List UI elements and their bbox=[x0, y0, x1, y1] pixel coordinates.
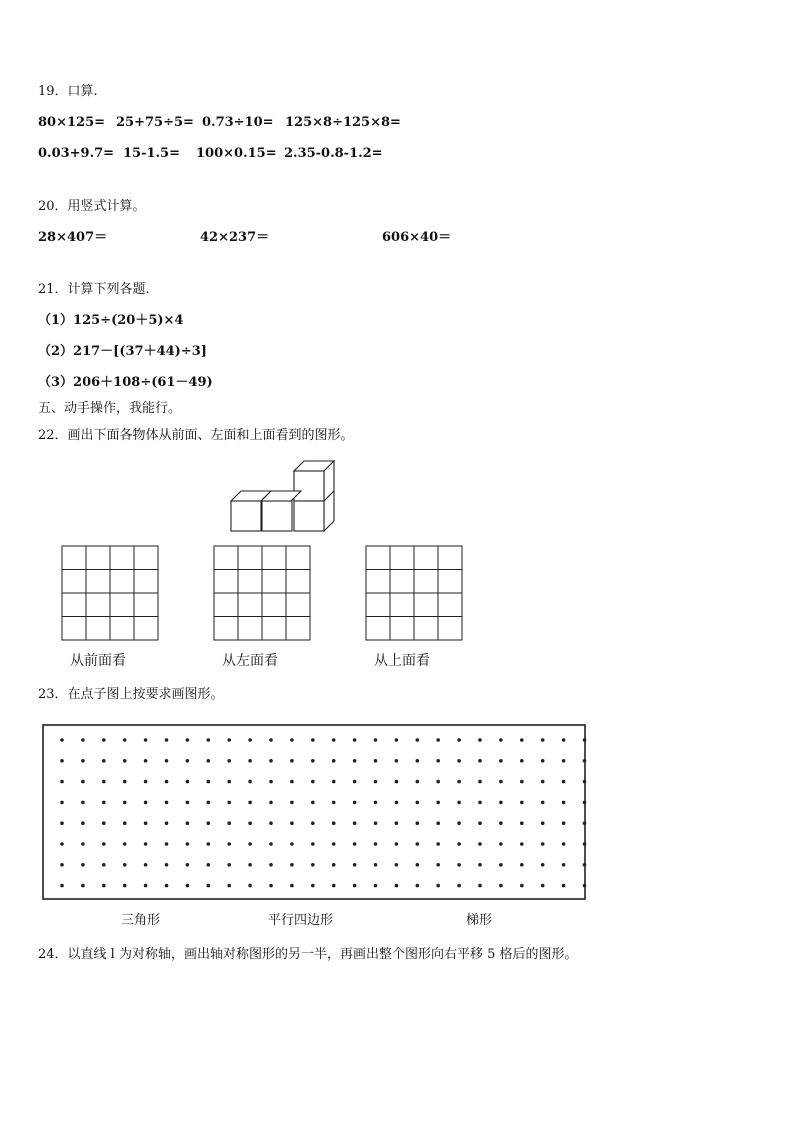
grid-dot[interactable] bbox=[311, 738, 315, 742]
grid-dot[interactable] bbox=[416, 759, 420, 763]
grid-dot[interactable] bbox=[123, 780, 127, 784]
grid-dot[interactable] bbox=[416, 821, 420, 825]
grid-dot[interactable] bbox=[457, 759, 461, 763]
grid-dot[interactable] bbox=[457, 801, 461, 805]
grid-dot[interactable] bbox=[311, 801, 315, 805]
grid-dot[interactable] bbox=[269, 801, 273, 805]
grid-dot[interactable] bbox=[436, 738, 440, 742]
grid-dot[interactable] bbox=[207, 780, 211, 784]
grid-dot[interactable] bbox=[248, 842, 252, 846]
grid-dot[interactable] bbox=[311, 842, 315, 846]
q24-title: 24．以直线 l 为对称轴，画出轴对称图形的另一半，再画出整个图形向右平移 5 格后的图形。 bbox=[38, 947, 578, 962]
grid-dot[interactable] bbox=[416, 842, 420, 846]
grid-dot[interactable] bbox=[227, 884, 231, 888]
grid-dot[interactable] bbox=[520, 863, 524, 867]
grid-dot[interactable] bbox=[81, 863, 85, 867]
grid-dot[interactable] bbox=[248, 780, 252, 784]
grid-dot[interactable] bbox=[395, 780, 399, 784]
grid-dot[interactable] bbox=[562, 780, 566, 784]
grid-dot[interactable] bbox=[144, 884, 148, 888]
grid-dot[interactable] bbox=[353, 842, 357, 846]
grid-dot[interactable] bbox=[562, 842, 566, 846]
grid-dot[interactable] bbox=[102, 884, 106, 888]
grid-dot[interactable] bbox=[583, 780, 587, 784]
grid-top-view[interactable] bbox=[366, 546, 462, 640]
grid-dot[interactable] bbox=[374, 821, 378, 825]
grid-dot[interactable] bbox=[81, 801, 85, 805]
grid-dot[interactable] bbox=[416, 863, 420, 867]
grid-dot[interactable] bbox=[583, 863, 587, 867]
grid-dot[interactable] bbox=[102, 780, 106, 784]
grid-dot[interactable] bbox=[478, 842, 482, 846]
grid-dot[interactable] bbox=[102, 842, 106, 846]
grid-dot[interactable] bbox=[81, 842, 85, 846]
grid-dot[interactable] bbox=[227, 738, 231, 742]
grid-dot[interactable] bbox=[144, 842, 148, 846]
grid-dot[interactable] bbox=[290, 759, 294, 763]
grid-dot[interactable] bbox=[353, 884, 357, 888]
grid-dot[interactable] bbox=[499, 842, 503, 846]
grid-dot[interactable] bbox=[227, 863, 231, 867]
grid-dot[interactable] bbox=[186, 738, 190, 742]
grid-dot[interactable] bbox=[123, 801, 127, 805]
grid-dot[interactable] bbox=[332, 842, 336, 846]
grid-dot[interactable] bbox=[123, 759, 127, 763]
grid-dot[interactable] bbox=[269, 780, 273, 784]
grid-dot[interactable] bbox=[60, 759, 64, 763]
grid-dot[interactable] bbox=[269, 821, 273, 825]
grid-dot[interactable] bbox=[248, 821, 252, 825]
grid-dot[interactable] bbox=[416, 738, 420, 742]
grid-dot[interactable] bbox=[123, 821, 127, 825]
grid-dot[interactable] bbox=[457, 863, 461, 867]
grid-dot[interactable] bbox=[81, 738, 85, 742]
grid-dot[interactable] bbox=[583, 842, 587, 846]
grid-dot[interactable] bbox=[290, 884, 294, 888]
grid-dot[interactable] bbox=[81, 780, 85, 784]
grid-dot[interactable] bbox=[478, 863, 482, 867]
grid-dot[interactable] bbox=[60, 801, 64, 805]
grid-dot[interactable] bbox=[478, 801, 482, 805]
grid-dot[interactable] bbox=[541, 821, 545, 825]
grid-dot[interactable] bbox=[416, 801, 420, 805]
grid-dot[interactable] bbox=[374, 780, 378, 784]
grid-dot[interactable] bbox=[436, 821, 440, 825]
grid-dot[interactable] bbox=[165, 863, 169, 867]
grid-dot[interactable] bbox=[353, 801, 357, 805]
grid-dot[interactable] bbox=[416, 884, 420, 888]
grid-dot[interactable] bbox=[269, 863, 273, 867]
grid-dot[interactable] bbox=[583, 759, 587, 763]
grid-dot[interactable] bbox=[332, 821, 336, 825]
grid-dot[interactable] bbox=[290, 821, 294, 825]
grid-dot[interactable] bbox=[353, 863, 357, 867]
grid-dot[interactable] bbox=[541, 759, 545, 763]
grid-dot[interactable] bbox=[499, 759, 503, 763]
grid-dot[interactable] bbox=[290, 780, 294, 784]
grid-dot[interactable] bbox=[207, 738, 211, 742]
grid-dot[interactable] bbox=[269, 759, 273, 763]
grid-dot[interactable] bbox=[541, 738, 545, 742]
grid-dot[interactable] bbox=[60, 780, 64, 784]
grid-dot[interactable] bbox=[123, 738, 127, 742]
grid-dot[interactable] bbox=[374, 801, 378, 805]
q20-expr-1: 28×407＝ bbox=[38, 230, 108, 245]
grid-dot[interactable] bbox=[562, 821, 566, 825]
grid-dot[interactable] bbox=[436, 863, 440, 867]
grid-dot[interactable] bbox=[248, 884, 252, 888]
grid-dot[interactable] bbox=[457, 780, 461, 784]
grid-dot[interactable] bbox=[81, 759, 85, 763]
grid-dot[interactable] bbox=[541, 884, 545, 888]
grid-dot[interactable] bbox=[60, 884, 64, 888]
grid-dot[interactable] bbox=[102, 821, 106, 825]
grid-dot[interactable] bbox=[541, 780, 545, 784]
grid-dot[interactable] bbox=[499, 863, 503, 867]
q20-expr-3: 606×40＝ bbox=[382, 230, 452, 245]
grid-dot[interactable] bbox=[165, 884, 169, 888]
grid-dot[interactable] bbox=[374, 863, 378, 867]
grid-dot[interactable] bbox=[436, 759, 440, 763]
grid-dot[interactable] bbox=[186, 821, 190, 825]
q20-expr-2: 42×237＝ bbox=[200, 230, 270, 245]
grid-dot[interactable] bbox=[207, 801, 211, 805]
grid-dot[interactable] bbox=[144, 738, 148, 742]
grid-dot[interactable] bbox=[562, 801, 566, 805]
grid-dot[interactable] bbox=[478, 821, 482, 825]
grid-dot[interactable] bbox=[186, 780, 190, 784]
grid-dot[interactable] bbox=[457, 738, 461, 742]
grid-dot[interactable] bbox=[123, 884, 127, 888]
grid-dot[interactable] bbox=[186, 884, 190, 888]
grid-dot[interactable] bbox=[583, 738, 587, 742]
grid-dot[interactable] bbox=[144, 863, 148, 867]
grid-dot[interactable] bbox=[227, 821, 231, 825]
grid-dot[interactable] bbox=[395, 738, 399, 742]
grid-dot[interactable] bbox=[60, 863, 64, 867]
section-title: 五、动手操作，我能行。 bbox=[38, 401, 182, 416]
grid-dot[interactable] bbox=[207, 842, 211, 846]
q19-expr-7: 100×0.15= bbox=[196, 146, 277, 161]
grid-dot[interactable] bbox=[248, 863, 252, 867]
grid-dot[interactable] bbox=[562, 738, 566, 742]
grid-dot[interactable] bbox=[60, 738, 64, 742]
grid-dot[interactable] bbox=[583, 884, 587, 888]
grid-dot[interactable] bbox=[207, 884, 211, 888]
grid-dot[interactable] bbox=[395, 842, 399, 846]
grid-dot[interactable] bbox=[353, 780, 357, 784]
grid-dot[interactable] bbox=[144, 780, 148, 784]
grid-dot[interactable] bbox=[60, 821, 64, 825]
label-trapezoid: 梯形 bbox=[466, 913, 493, 928]
grid-dot[interactable] bbox=[499, 780, 503, 784]
grid-dot[interactable] bbox=[499, 738, 503, 742]
grid-dot[interactable] bbox=[165, 738, 169, 742]
grid-dot[interactable] bbox=[332, 738, 336, 742]
grid-dot[interactable] bbox=[541, 863, 545, 867]
grid-dot[interactable] bbox=[374, 842, 378, 846]
grid-dot[interactable] bbox=[562, 863, 566, 867]
grid-dot[interactable] bbox=[395, 821, 399, 825]
grid-dot[interactable] bbox=[123, 842, 127, 846]
grid-dot[interactable] bbox=[165, 842, 169, 846]
grid-dot[interactable] bbox=[457, 884, 461, 888]
grid-dot[interactable] bbox=[186, 842, 190, 846]
grid-dot[interactable] bbox=[311, 821, 315, 825]
grid-dot[interactable] bbox=[499, 884, 503, 888]
label-triangle: 三角形 bbox=[121, 913, 161, 928]
grid-dot[interactable] bbox=[520, 759, 524, 763]
grid-dot[interactable] bbox=[562, 759, 566, 763]
grid-dot[interactable] bbox=[311, 759, 315, 763]
grid-dot[interactable] bbox=[332, 780, 336, 784]
grid-dot[interactable] bbox=[436, 801, 440, 805]
grid-dot[interactable] bbox=[436, 780, 440, 784]
grid-dot[interactable] bbox=[290, 842, 294, 846]
grid-dot[interactable] bbox=[374, 738, 378, 742]
grid-dot[interactable] bbox=[207, 821, 211, 825]
grid-dot[interactable] bbox=[520, 801, 524, 805]
grid-dot[interactable] bbox=[165, 780, 169, 784]
grid-dot[interactable] bbox=[311, 884, 315, 888]
cube-stack-figure bbox=[231, 461, 334, 531]
grid-dot[interactable] bbox=[562, 884, 566, 888]
dot-grid-frame bbox=[43, 725, 585, 899]
grid-dot[interactable] bbox=[332, 801, 336, 805]
grid-dot[interactable] bbox=[186, 863, 190, 867]
q19-expr-2: 25+75÷5= bbox=[116, 115, 194, 130]
grid-dot[interactable] bbox=[374, 759, 378, 763]
label-top-view: 从上面看 bbox=[374, 653, 430, 669]
grid-dot[interactable] bbox=[207, 759, 211, 763]
grid-dot[interactable] bbox=[499, 821, 503, 825]
grid-dot[interactable] bbox=[165, 759, 169, 763]
grid-dot[interactable] bbox=[583, 801, 587, 805]
q20-title: 20．用竖式计算。 bbox=[38, 199, 146, 214]
grid-dot[interactable] bbox=[499, 801, 503, 805]
grid-dot[interactable] bbox=[186, 759, 190, 763]
grid-dot[interactable] bbox=[248, 738, 252, 742]
grid-dot[interactable] bbox=[520, 842, 524, 846]
grid-dot[interactable] bbox=[353, 738, 357, 742]
q19-expr-8: 2.35-0.8-1.2= bbox=[284, 146, 383, 161]
q19-expr-1: 80×125= bbox=[38, 115, 106, 130]
grid-dot[interactable] bbox=[227, 759, 231, 763]
grid-dot[interactable] bbox=[60, 842, 64, 846]
q21-title: 21．计算下列各题. bbox=[38, 282, 150, 297]
grid-dot[interactable] bbox=[478, 884, 482, 888]
grid-dot[interactable] bbox=[144, 759, 148, 763]
grid-dot[interactable] bbox=[395, 801, 399, 805]
dot-grid[interactable] bbox=[60, 738, 586, 887]
grid-dot[interactable] bbox=[583, 821, 587, 825]
q19-expr-6: 15-1.5= bbox=[123, 146, 180, 161]
grid-dot[interactable] bbox=[102, 863, 106, 867]
grid-dot[interactable] bbox=[478, 780, 482, 784]
grid-dot[interactable] bbox=[478, 738, 482, 742]
grid-left-view[interactable] bbox=[214, 546, 310, 640]
q23-title: 23．在点子图上按要求画图形。 bbox=[38, 687, 224, 702]
grid-dot[interactable] bbox=[457, 821, 461, 825]
grid-dot[interactable] bbox=[102, 738, 106, 742]
grid-dot[interactable] bbox=[290, 801, 294, 805]
q22-title: 22．画出下面各物体从前面、左面和上面看到的图形。 bbox=[38, 428, 354, 443]
grid-dot[interactable] bbox=[353, 821, 357, 825]
grid-dot[interactable] bbox=[207, 863, 211, 867]
grid-dot[interactable] bbox=[123, 863, 127, 867]
q19-title: 19．口算. bbox=[38, 84, 98, 99]
grid-dot[interactable] bbox=[81, 884, 85, 888]
q21-item-3: （3）206＋108÷(61－49) bbox=[38, 375, 213, 390]
grid-dot[interactable] bbox=[332, 884, 336, 888]
grid-dot[interactable] bbox=[227, 780, 231, 784]
grid-dot[interactable] bbox=[102, 759, 106, 763]
grid-dot[interactable] bbox=[395, 884, 399, 888]
grid-dot[interactable] bbox=[290, 738, 294, 742]
q21-item-1: （1）125÷(20＋5)×4 bbox=[38, 313, 184, 328]
grid-dot[interactable] bbox=[541, 842, 545, 846]
grid-dot[interactable] bbox=[311, 780, 315, 784]
grid-dot[interactable] bbox=[227, 842, 231, 846]
grid-dot[interactable] bbox=[416, 780, 420, 784]
label-left-view: 从左面看 bbox=[222, 653, 278, 669]
grid-dot[interactable] bbox=[186, 801, 190, 805]
grid-dot[interactable] bbox=[332, 863, 336, 867]
grid-dot[interactable] bbox=[165, 821, 169, 825]
grid-dot[interactable] bbox=[436, 884, 440, 888]
grid-dot[interactable] bbox=[520, 884, 524, 888]
grid-dot[interactable] bbox=[144, 821, 148, 825]
label-parallelogram: 平行四边形 bbox=[268, 913, 334, 928]
grid-dot[interactable] bbox=[332, 759, 336, 763]
label-front-view: 从前面看 bbox=[70, 653, 126, 669]
grid-dot[interactable] bbox=[81, 821, 85, 825]
grid-dot[interactable] bbox=[269, 884, 273, 888]
grid-dot[interactable] bbox=[227, 801, 231, 805]
q21-item-2: （2）217－[(37＋44)÷3] bbox=[38, 344, 207, 359]
grid-dot[interactable] bbox=[478, 759, 482, 763]
grid-dot[interactable] bbox=[248, 801, 252, 805]
grid-dot[interactable] bbox=[520, 780, 524, 784]
grid-dot[interactable] bbox=[248, 759, 252, 763]
grid-dot[interactable] bbox=[520, 738, 524, 742]
grid-dot[interactable] bbox=[165, 801, 169, 805]
q19-expr-4: 125×8÷125×8= bbox=[285, 115, 401, 130]
grid-dot[interactable] bbox=[457, 842, 461, 846]
grid-dot[interactable] bbox=[395, 863, 399, 867]
q19-expr-5: 0.03+9.7= bbox=[38, 146, 115, 161]
grid-dot[interactable] bbox=[290, 863, 294, 867]
grid-dot[interactable] bbox=[269, 738, 273, 742]
grid-dot[interactable] bbox=[374, 884, 378, 888]
grid-dot[interactable] bbox=[353, 759, 357, 763]
grid-dot[interactable] bbox=[541, 801, 545, 805]
grid-dot[interactable] bbox=[144, 801, 148, 805]
grid-front-view[interactable] bbox=[62, 546, 158, 640]
grid-dot[interactable] bbox=[269, 842, 273, 846]
grid-dot[interactable] bbox=[102, 801, 106, 805]
grid-dot[interactable] bbox=[395, 759, 399, 763]
q19-expr-3: 0.73÷10= bbox=[202, 115, 274, 130]
grid-dot[interactable] bbox=[311, 863, 315, 867]
grid-dot[interactable] bbox=[520, 821, 524, 825]
grid-dot[interactable] bbox=[436, 842, 440, 846]
